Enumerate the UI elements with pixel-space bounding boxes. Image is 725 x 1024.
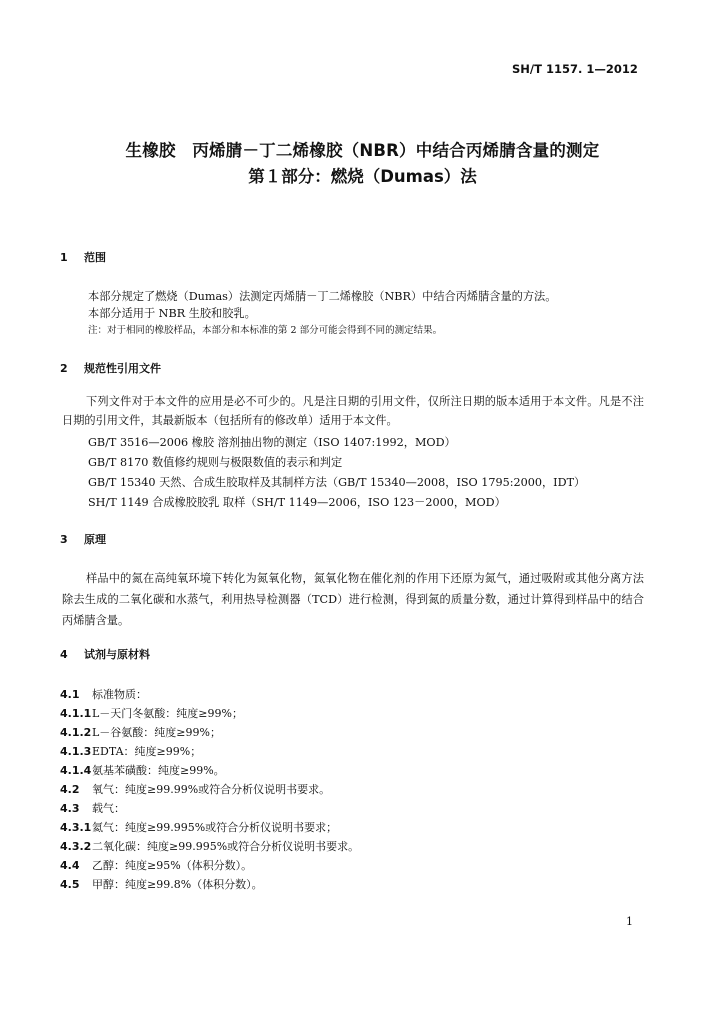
scope-paragraph-1: 本部分规定了燃烧（Dumas）法测定丙烯腈－丁二烯橡胶（NBR）中结合丙烯腈含量的方法。: [88, 290, 557, 303]
clause-text: L－天门冬氨酸：纯度≥99%；: [92, 707, 243, 720]
clause-number: 4.3.2: [60, 840, 92, 853]
clause-number: 4.5: [60, 878, 80, 891]
section-number: 4: [60, 648, 68, 661]
clause-number: 4.1.4: [60, 764, 92, 777]
reference-item: SH/T 1149 合成橡胶胶乳 取样（SH/T 1149—2006，ISO 123－2000，MOD）: [88, 496, 506, 509]
clause-text: 甲醇：纯度≥99.8%（体积分数）。: [92, 878, 263, 891]
section-number: 3: [60, 533, 68, 546]
clause-item: [60, 743, 201, 759]
clause-text: 乙醇：纯度≥95%（体积分数）。: [92, 859, 253, 872]
clause-item: [60, 838, 359, 854]
clause-item: [60, 781, 330, 797]
clause-text: 标准物质：: [92, 688, 147, 701]
clause-item: [60, 705, 243, 721]
clause-number: 4.3: [60, 802, 80, 815]
scope-paragraph-2: 本部分适用于 NBR 生胶和胶乳。: [88, 307, 256, 320]
section-title: 规范性引用文件: [84, 362, 161, 375]
section-2-heading: [60, 360, 161, 376]
clause-text: 二氧化碳：纯度≥99.995%或符合分析仪说明书要求。: [92, 840, 360, 853]
clause-number: 4.2: [60, 783, 80, 796]
page-number: 1: [626, 915, 633, 928]
principle-paragraph: 样品中的氮在高纯氧环境下转化为氮氧化物，氮氧化物在催化剂的作用下还原为氮气，通过吸附或其他分离方法除去生成的二氧化碳和水蒸气，利用热导检测器（TCD）进行检测，得到氮的质量分数，通过计算得到样品中的结合丙烯腈含量。: [62, 572, 644, 627]
clause-number: 4.1.1: [60, 707, 92, 720]
section-title: 试剂与原材料: [84, 648, 150, 661]
clause-item: [60, 762, 225, 778]
clause-text: 氧气：纯度≥99.99%或符合分析仪说明书要求。: [92, 783, 331, 796]
clause-item: [60, 800, 125, 816]
clause-number: 4.1.3: [60, 745, 92, 758]
clause-item: [60, 686, 147, 702]
scope-note: 注：对于相同的橡胶样品，本部分和本标准的第 2 部分可能会得到不同的测定结果。: [88, 325, 443, 336]
document-title-line1: 生橡胶 丙烯腈－丁二烯橡胶（NBR）中结合丙烯腈含量的测定: [125, 141, 600, 160]
clause-text: 氦气：纯度≥99.995%或符合分析仪说明书要求；: [92, 821, 338, 834]
clause-number: 4.4: [60, 859, 80, 872]
clause-text: 载气：: [92, 802, 125, 815]
reference-item: GB/T 8170 数值修约规则与极限数值的表示和判定: [88, 456, 343, 469]
section-number: 2: [60, 362, 68, 375]
clause-number: 4.1.2: [60, 726, 92, 739]
section-4-heading: [60, 646, 150, 662]
clause-item: [60, 857, 252, 873]
reference-item: GB/T 3516—2006 橡胶 溶剂抽出物的测定（ISO 1407:1992，MOD）: [88, 436, 456, 449]
section-number: 1: [60, 251, 68, 264]
section-title: 范围: [84, 251, 106, 264]
clause-text: L－谷氨酸：纯度≥99%；: [92, 726, 221, 739]
clause-number: 4.1: [60, 688, 80, 701]
reference-item: GB/T 15340 天然、合成生胶取样及其制样方法（GB/T 15340—2008，ISO 1795:2000，IDT）: [88, 476, 586, 489]
normative-references-intro: 下列文件对于本文件的应用是必不可少的。凡是注日期的引用文件，仅所注日期的版本适用于本文件。凡是不注日期的引用文件，其最新版本（包括所有的修改单）适用于本文件。: [62, 395, 644, 427]
section-3-heading: [60, 531, 106, 547]
clause-text: EDTA：纯度≥99%；: [92, 745, 202, 758]
section-title: 原理: [84, 533, 106, 546]
standard-code: SH/T 1157. 1—2012: [512, 62, 638, 76]
clause-number: 4.3.1: [60, 821, 92, 834]
document-title-line2: 第１部分：燃烧（Dumas）法: [248, 167, 477, 186]
clause-item: [60, 876, 263, 892]
clause-item: [60, 819, 337, 835]
section-1-heading: [60, 249, 106, 265]
clause-text: 氨基苯磺酸：纯度≥99%。: [92, 764, 225, 777]
clause-item: [60, 724, 221, 740]
